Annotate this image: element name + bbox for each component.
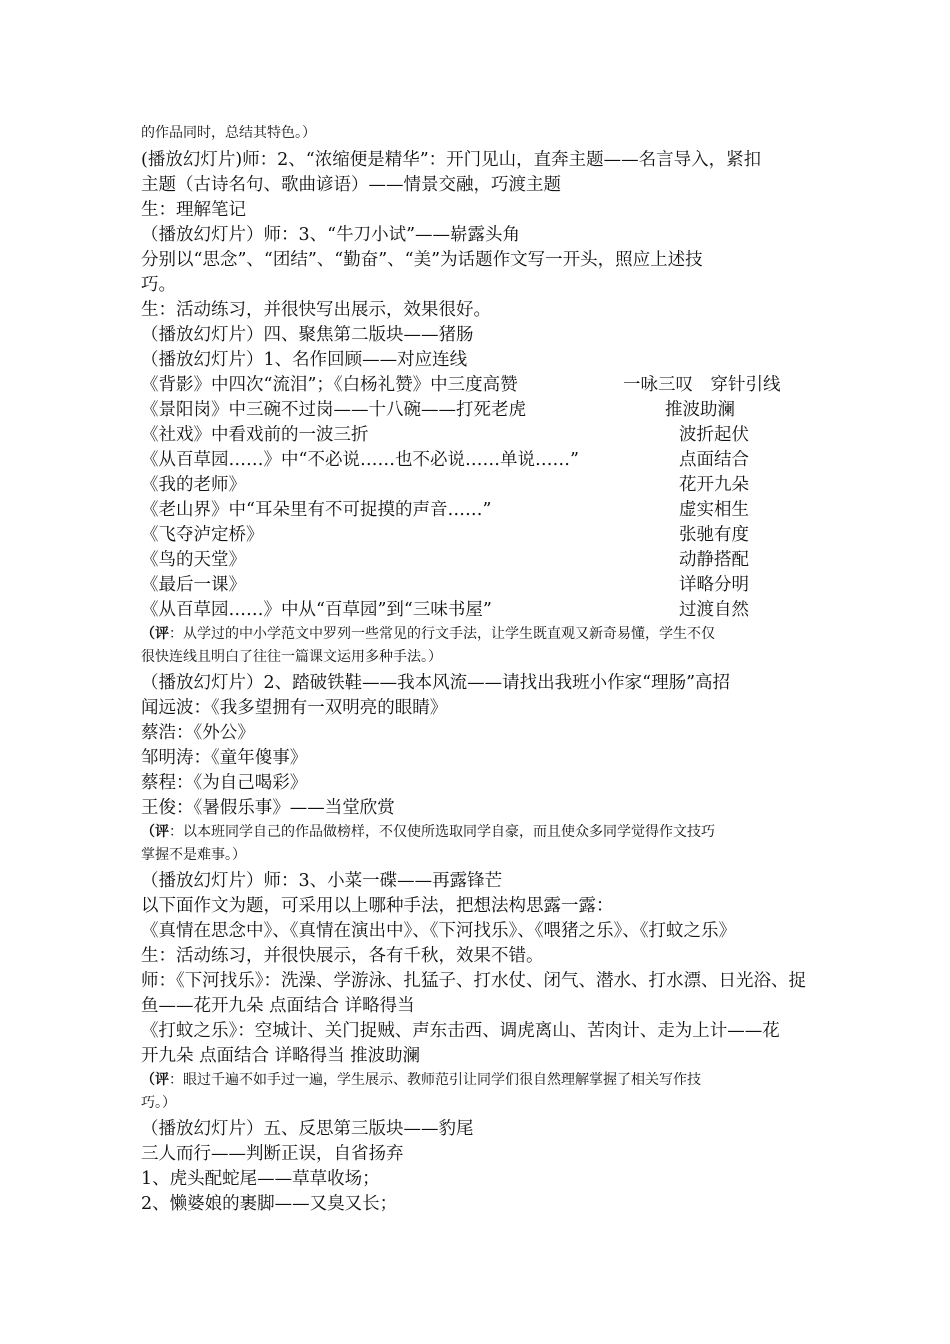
matching-right: 波折起伏 xyxy=(679,425,749,445)
text-line: 鱼——花开九朵 点面结合 详略得当 xyxy=(141,996,415,1016)
comment-line: 巧。） xyxy=(141,1095,176,1111)
matching-list xyxy=(141,373,821,623)
matching-row xyxy=(141,373,821,398)
matching-left: 《最后一课》 xyxy=(141,575,246,595)
matching-left: 《飞夺泸定桥》 xyxy=(141,525,264,545)
comment-prefix: （评 xyxy=(141,1072,169,1088)
matching-left: 《从百草园……》中“不必说……也不必说……单说……” xyxy=(141,450,579,470)
text-line: 邹明涛：《童年傻事》 xyxy=(141,748,308,768)
text-line: 蔡浩：《外公》 xyxy=(141,723,255,743)
matching-left: 《从百草园……》中从“百草园”到“三味书屋” xyxy=(141,600,492,620)
matching-row xyxy=(141,523,821,548)
matching-row xyxy=(141,598,821,623)
matching-right: 推波助澜 xyxy=(665,400,735,420)
text-line: 开九朵 点面结合 详略得当 推波助澜 xyxy=(141,1046,421,1066)
matching-right: 动静搭配 xyxy=(679,550,749,570)
matching-right: 点面结合 xyxy=(679,450,749,470)
matching-right: 虚实相生 xyxy=(679,500,749,520)
matching-row xyxy=(141,473,821,498)
matching-row xyxy=(141,548,821,573)
matching-left: 《景阳岗》中三碗不过岗——十八碗——打死老虎 xyxy=(141,400,526,420)
matching-left: 《老山界》中“耳朵里有不可捉摸的声音……” xyxy=(141,500,492,520)
matching-right: 一咏三叹 穿针引线 xyxy=(623,375,781,395)
text-line: 巧。 xyxy=(141,275,176,295)
text-line: 闻远波：《我多望拥有一双明亮的眼睛》 xyxy=(141,698,448,718)
comment-line: （评：以本班同学自己的作品做榜样，不仅使所选取同学自豪，而且使众多同学觉得作文技巧 xyxy=(141,824,715,840)
matching-right: 花开九朵 xyxy=(679,475,749,495)
text-line: （播放幻灯片）五、反思第三版块——豹尾 xyxy=(141,1119,474,1139)
text-line: 主题（古诗名句、歌曲谚语）——情景交融，巧渡主题 xyxy=(141,175,561,195)
matching-row xyxy=(141,498,821,523)
text-line: （播放幻灯片）1、名作回顾——对应连线 xyxy=(141,350,468,370)
matching-row xyxy=(141,423,821,448)
comment-prefix: （评 xyxy=(141,626,169,642)
matching-right: 详略分明 xyxy=(679,575,749,595)
text-line: 《真情在思念中》、《真情在演出中》、《下河找乐》、《喂猪之乐》、《打蚊之乐》 xyxy=(141,921,736,941)
matching-row xyxy=(141,448,821,473)
matching-left: 《我的老师》 xyxy=(141,475,246,495)
text-line: 生：活动练习，并很快展示，各有千秋，效果不错。 xyxy=(141,946,544,966)
comment-line: 掌握不是难事。） xyxy=(141,847,246,863)
text-line: 三人而行——判断正误，自省扬弃 xyxy=(141,1144,404,1164)
comment-line: （评：眼过千遍不如手过一遍，学生展示、教师范引让同学们很自然理解掌握了相关写作技 xyxy=(141,1072,701,1088)
text-line: 蔡程：《为自己喝彩》 xyxy=(141,773,308,793)
text-line: 1、虎头配蛇尾——草草收场； xyxy=(141,1169,380,1189)
text-line: 师：《下河找乐》：洗澡、学游泳、扎猛子、打水仗、闭气、潜水、打水漂、日光浴、捉 xyxy=(141,971,806,991)
matching-left: 《鸟的天堂》 xyxy=(141,550,246,570)
text-line: 王俊：《暑假乐事》——当堂欣赏 xyxy=(141,798,395,818)
text-line: 2、懒婆娘的裹脚——又臭又长； xyxy=(141,1194,398,1214)
text-line: 生：活动练习，并很快写出展示，效果很好。 xyxy=(141,300,491,320)
matching-left: 《社戏》中看戏前的一波三折 xyxy=(141,425,369,445)
text-line: 生：理解笔记 xyxy=(141,200,246,220)
matching-row xyxy=(141,398,821,423)
matching-left: 《背影》中四次“流泪”；《白杨礼赞》中三度高赞 xyxy=(141,375,518,395)
text-line: （播放幻灯片）四、聚焦第二版块——猪肠 xyxy=(141,325,474,345)
text-line: 以下面作文为题，可采用以上哪种手法，把想法构思露一露： xyxy=(141,896,614,916)
comment-line: 很快连线且明白了往往一篇课文运用多种手法。） xyxy=(141,649,442,665)
text-line: 分别以“思念”、“团结”、“勤奋”、“美”为话题作文写一开头，照应上述技 xyxy=(141,250,703,270)
matching-right: 张驰有度 xyxy=(679,525,749,545)
matching-right: 过渡自然 xyxy=(679,600,749,620)
text-line: (播放幻灯片)师：2、“浓缩便是精华”：开门见山，直奔主题——名言导入，紧扣 xyxy=(141,150,762,170)
text-line: （播放幻灯片）2、踏破铁鞋——我本风流——请找出我班小作家“理肠”高招 xyxy=(141,673,731,693)
text-line: （播放幻灯片）师：3、小菜一碟——再露锋芒 xyxy=(141,871,503,891)
text-line: （播放幻灯片）师：3、“牛刀小试”——崭露头角 xyxy=(141,225,521,245)
comment-line: （评：从学过的中小学范文中罗列一些常见的行文手法，让学生既直观又新奇易懂，学生不仅 xyxy=(141,626,715,642)
document-page xyxy=(141,122,821,1217)
text-line: 的作品同时，总结其特色。） xyxy=(141,125,316,141)
matching-row xyxy=(141,573,821,598)
text-line: 《打蚊之乐》：空城计、关门捉贼、声东击西、调虎离山、苦肉计、走为上计——花 xyxy=(141,1021,780,1041)
comment-prefix: （评 xyxy=(141,824,169,840)
